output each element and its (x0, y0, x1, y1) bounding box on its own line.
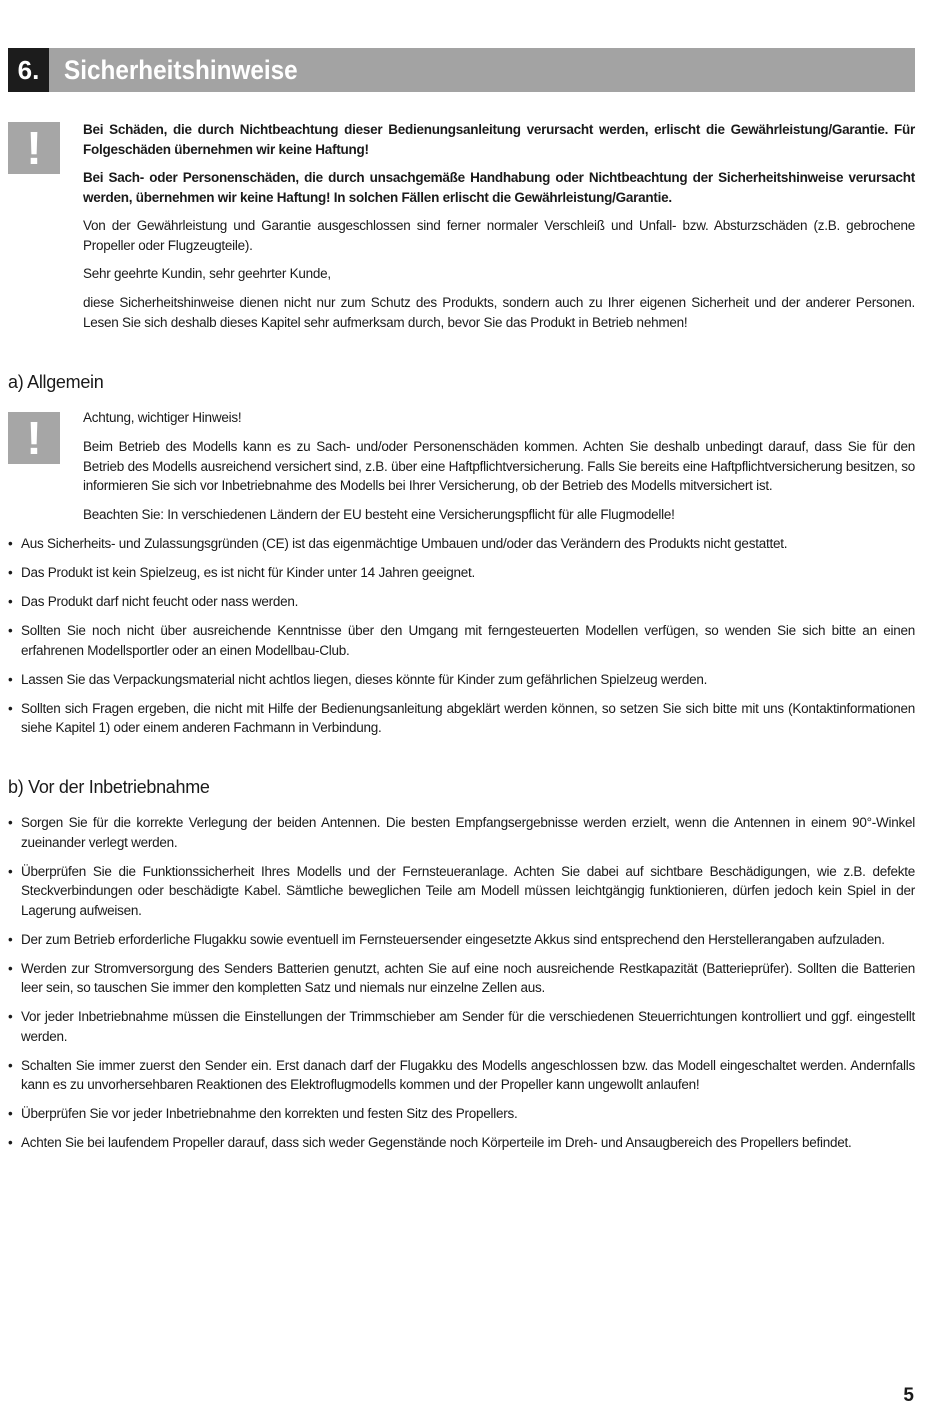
chapter-number: 6. (8, 48, 49, 92)
list-item: • Sollten Sie noch nicht über ausreichende Kenntnisse über den Umgang mit ferngesteuerten Modellen verfügen, so wenden Sie sich bitte an einen erfahrenen Modellsportler oder an einen Modellbau-Club. (8, 623, 915, 658)
notice-paragraph-eu: Beachten Sie: In verschiedenen Ländern der EU besteht eine Versicherungspflicht für alle Flugmodelle! (83, 507, 675, 522)
list-item: • Vor jeder Inbetriebnahme müssen die Einstellungen der Trimmschieber am Sender für die verschiedenen Steuerrichtungen kontrolliert und ggf. eingestellt werden. (8, 1009, 915, 1044)
chapter-title: Sicherheitshinweise (64, 55, 298, 85)
general-bullet-list (8, 534, 915, 747)
intro-paragraph-purpose: diese Sicherheitshinweise dienen nicht nur zum Schutz des Produkts, sondern auch zu Ihrer eigenen Sicherheit und der anderer Personen. Lesen Sie sich deshalb dieses Kapitel sehr aufmerksam durch, bevor Sie das Produkt in Betrieb nehmen! (83, 295, 915, 330)
chapter-header (8, 48, 915, 92)
list-item: • Aus Sicherheits- und Zulassungsgründen (CE) ist das eigenmächtige Umbauen und/oder das Verändern des Produkts nicht gestattet. (8, 536, 788, 551)
warning-exclamation-icon: ! (8, 412, 60, 464)
warning-exclamation-icon: ! (8, 122, 60, 174)
list-item: • Werden zur Stromversorgung des Senders Batterien genutzt, achten Sie auf eine noch ausreichende Restkapazität (Batterieprüfer). Sollten die Batterien leer sein, so tauschen Sie immer den kompletten Satz und niemals nur einzelne Zellen aus. (8, 960, 915, 995)
intro-paragraph-exclusions: Von der Gewährleistung und Garantie ausgeschlossen sind ferner normaler Verschleiß und Unfall- bzw. Absturzschäden (z.B. gebrochene Propeller oder Flugzeugteile). (83, 218, 915, 253)
list-item: • Der zum Betrieb erforderliche Flugakku sowie eventuell im Fernsteuersender eingesetzte Akkus sind entsprechend den Herstellerangaben aufzuladen. (8, 931, 885, 947)
list-item: • Überprüfen Sie die Funktionssicherheit Ihres Modells und der Fernsteueranlage. Achten Sie dabei auf sichtbare Beschädigungen, wie z.B. defekte Steckverbindungen oder beschädigte Kabel. Sämtliche beweglichen Teile am Modell müssen leichtgängig funktionieren, dürfen jedoch kein Spiel in der Lagerung aufweisen. (8, 863, 915, 918)
page-number: 5 (903, 1385, 914, 1406)
list-item: • Achten Sie bei laufendem Propeller darauf, dass sich weder Gegenstände noch Körperteile im Dreh- und Ansaugbereich des Propellers befindet. (8, 1135, 852, 1150)
intro-paragraph-liability: Bei Schäden, die durch Nichtbeachtung dieser Bedienungsanleitung verursacht werden, erlischt die Gewährleistung/Garantie. Für Folgeschäden übernehmen wir keine Haftung! (83, 122, 915, 157)
list-item: • Sollten sich Fragen ergeben, die nicht mit Hilfe der Bedienungsanleitung abgeklärt werden können, so setzen Sie sich bitte mit uns (Kontaktinformationen siehe Kapitel 1) oder einem anderen Fachmann in Verbindung. (8, 700, 915, 735)
preflight-bullet-list (8, 813, 915, 1162)
notice-title: Achtung, wichtiger Hinweis! (83, 410, 242, 425)
list-item: • Lassen Sie das Verpackungsmaterial nicht achtlos liegen, dieses könnte für Kinder zum gefährlichen Spielzeug werden. (8, 671, 708, 687)
section-heading-inbetriebnahme: b) Vor der Inbetriebnahme (8, 777, 210, 797)
list-item: • Schalten Sie immer zuerst den Sender ein. Erst danach darf der Flugakku des Modells angeschlossen bzw. das Modell eingeschaltet werden. Andernfalls kann es zu unvorhersehbaren Reaktionen des Elektroflugmodells kommen und der Propeller kann ungewollt anlaufen! (8, 1057, 915, 1092)
intro-salutation: Sehr geehrte Kundin, sehr geehrter Kunde, (83, 266, 331, 281)
list-item: • Das Produkt ist kein Spielzeug, es ist nicht für Kinder unter 14 Jahren geeignet. (8, 565, 476, 580)
section-heading-allgemein: a) Allgemein (8, 372, 104, 392)
notice-paragraph-insurance: Beim Betrieb des Modells kann es zu Sach- und/oder Personenschäden kommen. Achten Sie deshalb unbedingt darauf, dass Sie für den Betrieb des Modells ausreichend versichert sind, z.B. über eine Haftpflichtversicherung. Falls Sie bereits eine Haftpflichtversicherung besitzen, so informieren Sie sich vor Inbetriebnahme des Modells bei Ihrer Versicherung, ob der Betrieb des Modells mitversichert ist. (83, 439, 915, 493)
intro-paragraph-damages: Bei Sach- oder Personenschäden, die durch unsachgemäße Handhabung oder Nichtbeachtung der Sicherheitshinweise verursacht werden, übernehmen wir keine Haftung! In solchen Fällen erlischt die Gewährleistung/Garantie. (83, 170, 915, 205)
list-item: • Sorgen Sie für die korrekte Verlegung der beiden Antennen. Die besten Empfangsergebnisse werden erzielt, wenn die Antennen in einem 90°-Winkel zueinander verlegt werden. (8, 815, 915, 850)
list-item: • Das Produkt darf nicht feucht oder nass werden. (8, 594, 299, 609)
list-item: • Überprüfen Sie vor jeder Inbetriebnahme den korrekten und festen Sitz des Propellers. (8, 1106, 518, 1121)
